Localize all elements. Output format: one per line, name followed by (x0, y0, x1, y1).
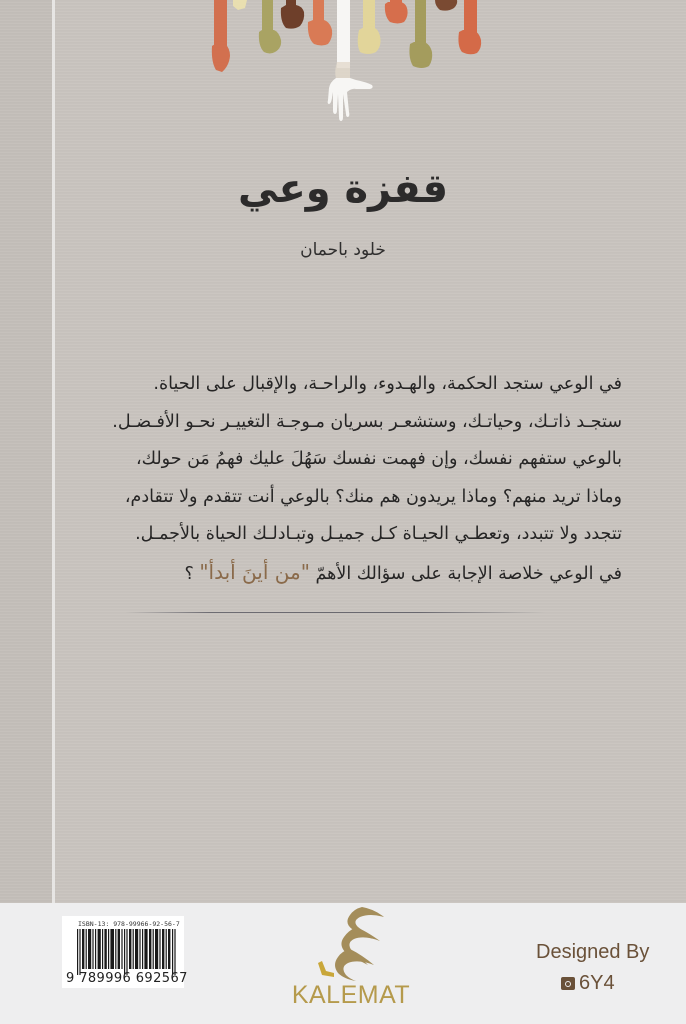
designed-by-label: Designed By (536, 941, 650, 963)
kalemat-logo-icon (300, 903, 410, 983)
blurb-text (52, 366, 622, 593)
designer-handle: 6Y4 (579, 972, 615, 994)
hand-icon (259, 0, 281, 54)
hand-icon (435, 0, 457, 11)
blurb-line: بالوعي ستفهم نفسك، وإن فهمت نفسك سَهُلَ عليك فهمُ مَن حولك، (135, 449, 622, 469)
publisher-name: KALEMAT (291, 981, 411, 1009)
blurb-line: في الوعي ستجد الحكمة، والهـدوء، والراحـة، والإقبال على الحياة. (153, 374, 622, 394)
author-name: خلود باحمان (300, 240, 386, 260)
hands-illustration (200, 0, 500, 130)
hand-icon (233, 0, 247, 10)
isbn-barcode (62, 916, 188, 988)
hand-icon (358, 0, 381, 54)
hand-icon (308, 0, 332, 46)
designer-credit (561, 972, 615, 995)
divider-line (125, 612, 545, 613)
blurb-closing-line (52, 554, 622, 594)
isbn-label: ISBN-13: 978-99966-92-56-7 (78, 920, 180, 928)
closing-question-highlight: "من أينَ أبدأ" (199, 559, 310, 584)
blurb-line: وماذا تريد منهم؟ وماذا يريدون هم منك؟ بالوعي أنت تتقدم ولا تتقادم، (124, 486, 622, 507)
instagram-icon (561, 977, 575, 990)
book-title: قفزة وعي (237, 166, 449, 212)
hand-icon (458, 0, 481, 54)
blurb-line: ستجـد ذاتـك، وحياتـك، وستشعـر بسريان مـوجـة التغييـر نحـو الأفـضـل. (112, 411, 622, 432)
hand-icon (212, 0, 230, 72)
closing-question-mark: ؟ (184, 563, 194, 584)
hand-icon (409, 0, 432, 68)
barcode-icon (77, 929, 177, 975)
hand-icon (385, 0, 408, 24)
ean-digits: 9 789996 692567 (66, 971, 188, 986)
closing-prefix: في الوعي خلاصة الإجابة على سؤالك الأهمّ (315, 563, 622, 584)
hand-icon (281, 0, 304, 29)
spine-shade (0, 0, 52, 1024)
blurb-line: تتجدد ولا تتبدد، وتعطـي الحيـاة كـل جميـل وتبـادلـك الحياة بالأجمـل. (135, 524, 622, 544)
